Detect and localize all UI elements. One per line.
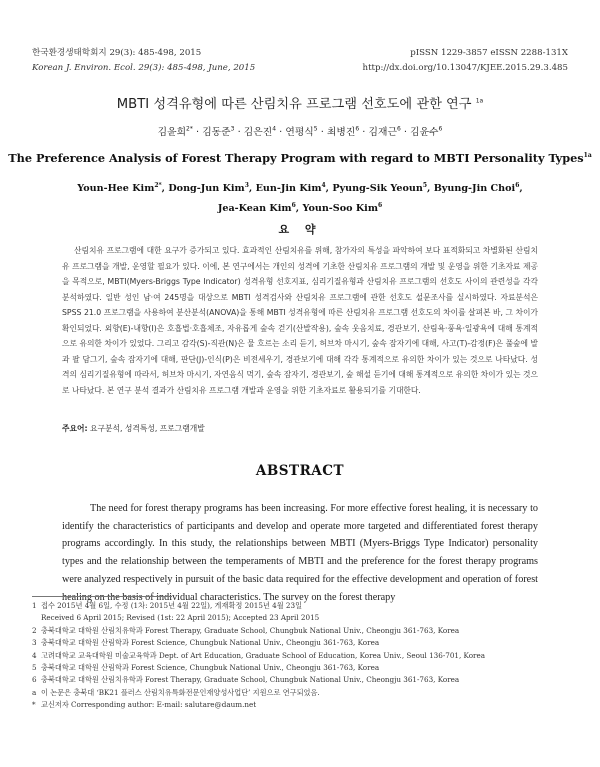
- author-affiliation-mark: 2*: [154, 181, 162, 189]
- author-affiliation-mark: 6: [515, 181, 520, 189]
- en-author: [256, 183, 326, 194]
- author-name: 김은진: [243, 127, 273, 138]
- footnote-line: [32, 625, 572, 637]
- footnote-mark: 5: [32, 663, 37, 673]
- footnote-mark: *: [32, 700, 36, 710]
- author-name: Youn-Hee Kim: [77, 183, 155, 194]
- authors-korean: 김윤희$^{2*}$ · 김동준$^3$ · 김은진$^4$ · 연평식$^5$ · 최병진$^6$ · 김재근$^6$ · 김윤수$^6$: [157, 125, 443, 138]
- ko-author: [369, 127, 401, 138]
- author-affiliation-mark: 3: [244, 181, 249, 189]
- footnote-mark: a: [32, 687, 37, 697]
- author-affiliation-mark: 3: [230, 125, 235, 133]
- author-name: 김윤수: [410, 127, 439, 138]
- author-affiliation-mark: 6: [377, 201, 383, 209]
- footnote-line: [32, 662, 572, 674]
- author-affiliation-mark: 5: [313, 125, 318, 133]
- footnote-text: 충북대학교 대학원 산림치유학과 Forest Therapy, Graduate School, Chungbuk National Univ., Cheongju 361-763, Korea: [41, 625, 460, 635]
- abstract-heading: ABSTRACT: [255, 463, 345, 479]
- author-affiliation-mark: 5: [422, 181, 428, 189]
- footnote-mark: 2: [32, 625, 37, 635]
- doi-link[interactable]: http://dx.doi.org/10.13047/KJEE.2015.29.3.485: [362, 63, 568, 73]
- journal-name-ko: 한국환경생태학회지 29(3): 485-498, 2015: [32, 48, 202, 58]
- footnote-line: [32, 687, 572, 699]
- author-affiliation-mark: 6: [396, 125, 401, 133]
- footnote-text: 교신저자 Corresponding author: E-mail: salutare@daum.net: [41, 700, 257, 710]
- title-english-sup: 1a: [583, 152, 592, 160]
- author-name: Pyung-Sik Yeoun: [332, 183, 423, 194]
- author-name: 김동준: [202, 127, 231, 138]
- author-name: 최병진: [326, 127, 356, 138]
- footnote-text: 충북대학교 대학원 산림학과 Forest Science, Chungbuk National Univ., Cheongju 361-763, Korea: [41, 638, 380, 648]
- author-name: 김윤희: [157, 127, 187, 138]
- en-author: [218, 203, 296, 214]
- issn-text: pISSN 1229-3857 eISSN 2288-131X: [410, 48, 568, 58]
- footnote-divider: [32, 596, 172, 597]
- author-name: Byung-Jin Choi: [433, 183, 516, 194]
- footnote-mark: 4: [32, 650, 37, 660]
- footnote-line: [32, 650, 572, 662]
- footnote-line: [32, 612, 572, 624]
- title-korean-text: MBTI 성격유형에 따른 산림치유 프로그램 선호도에 관한 연구: [116, 97, 472, 112]
- authors-english: Youn-Hee Kim$^{2*}$, Dong-Jun Kim$^3$, Eun-Jin Kim$^4$, Pyung-Sik Yeoun$^5$, Byung-Jin Choi$^6$, Jea-Kean Kim$^6$, Youn-Soo Kim$^6$: [77, 181, 523, 214]
- author-name: Jea-Kean Kim: [217, 203, 292, 214]
- en-author: [434, 183, 520, 194]
- author-affiliation-mark: 4: [272, 125, 277, 133]
- title-english: [0, 151, 600, 165]
- footnote-line: [32, 637, 572, 649]
- footnote-mark: 6: [32, 675, 37, 685]
- issn-header: [363, 46, 568, 76]
- title-english-text: The Preference Analysis of Forest Therapy Program with regard to MBTI Personality Types: [8, 151, 584, 165]
- ko-author: [327, 127, 359, 138]
- author-affiliation-mark: 6: [291, 201, 296, 209]
- ko-author: [410, 127, 442, 138]
- footnotes: [32, 600, 572, 712]
- en-author: [302, 203, 382, 214]
- keywords: [62, 423, 205, 434]
- footnote-mark: 3: [32, 638, 37, 648]
- yoyak-body: 산림치유 프로그램에 대한 요구가 증가되고 있다. 효과적인 산림치유를 위해, 참가자의 특성을 파악하여 보다 표적화되고 차별화된 산림치유 프로그램을 개발, 운영할 필요가 있다. 이에, 본 연구에서는 개인의 성격에 기초한 산림치유 프로그램의 개발 및 운영을 위한 기초자료 제공을 목적으로, MBTI(Myers-Briggs Type Indicator) 성격유형 선호지표, 심리기질유형과 산림치유 프로그램의 선호도 사이의 관련성을 각각 분석하였다. 일반 성인 남·여 245명을 대상으로 MBTI 성격검사와 산림치유 프로그램에 관한 선호도 설문조사를 실시하였다. 자료분석은 SPSS 21.0 프로그램을 사용하여 분산분석(ANOVA)을 통해 MBTI 성격유형에 따른 산림치유 프로그램 선호도의 차이를 살펴본 바, 그 차이가 확인되었다. 외향(E)-내향(I)은 호흡법·호흡체조, 자유롭게 숲속 걷기(산발작용), 숲속 웃음치료, 경관보기, 산림욕·풍욕·일광욕에 대해 통계적으로 유의한 차이가 있었다. 그리고 감각(S)-직관(N)은 물 흐르는 소리 듣기, 허브차 마시기, 숲속 잠자기에 대해, 사고(T)-감정(F)은 풀숲에 발과 팔 담그기, 숲속 잠자기에 대해, 판단(J)-인식(P)은 비전세우기, 경관보기에 대해 각각 통계적으로 유의한 차이가 있는 것으로 나타났다. 성격의 심리기질유형에 따라서, 허브차 마시기, 자연음식 먹기, 숲속 잠자기, 경관보기, 숲 해설 듣기에 대해 통계적으로 유의한 차이가 있는 것으로 나타났다. 본 연구 분석 결과가 산림치유 프로그램 개발과 운영을 위한 기초자료로 활용되기를 기대한다.: [62, 246, 538, 395]
- en-author: [332, 183, 427, 194]
- footnote-text: 충북대학교 대학원 산림학과 Forest Science, Chungbuk National Univ., Cheongju 361-763, Korea: [41, 663, 380, 673]
- keywords-label: 주요어:: [62, 424, 88, 433]
- author-affiliation-mark: 2*: [186, 125, 193, 133]
- en-author: [77, 183, 161, 194]
- keywords-text: 요구분석, 성격특성, 프로그램개발: [90, 424, 205, 433]
- ko-author: [202, 127, 234, 138]
- author-name: 연평식: [285, 127, 314, 138]
- author-affiliation-mark: 6: [438, 125, 443, 133]
- en-author: [168, 183, 249, 194]
- ko-author: [158, 127, 193, 138]
- yoyak-heading: 요 약: [278, 223, 322, 236]
- footnote-line: [32, 674, 572, 686]
- footnote-line: [32, 600, 572, 612]
- title-korean-sup: 1a: [475, 97, 484, 105]
- author-name: Eun-Jin Kim: [255, 183, 322, 194]
- footnote-text: 이 논문은 충북대 ‘BK21 플러스 산림치유특화전문인재양성사업단’ 지원으로 연구되었음.: [41, 687, 320, 697]
- author-affiliation-mark: 4: [321, 181, 326, 189]
- footnote-text: 충북대학교 대학원 산림치유학과 Forest Therapy, Graduate School, Chungbuk National Univ., Cheongju 361-763, Korea: [41, 675, 460, 685]
- footnote-line: [32, 699, 572, 711]
- footnote-mark: 1: [32, 601, 37, 610]
- author-affiliation-mark: 6: [355, 125, 360, 133]
- footnote-text: Received 6 April 2015; Revised (1st: 22 April 2015); Accepted 23 April 2015: [41, 613, 320, 623]
- footnote-text: 고려대학교 교육대학원 미술교육학과 Dept. of Art Education, Graduate School of Education, Korea Univ., Seoul 136-701, Korea: [41, 650, 486, 660]
- footnote-text: 접수 2015년 4월 6일, 수정 (1차: 2015년 4월 22일), 게재확정 2015년 4월 23일: [41, 601, 303, 610]
- journal-name-en: Korean J. Environ. Ecol. 29(3): 485-498, June, 2015: [32, 63, 256, 73]
- author-name: Youn-Soo Kim: [302, 203, 378, 214]
- author-name: 김재근: [368, 127, 397, 138]
- title-korean: [0, 93, 600, 112]
- author-name: Dong-Jun Kim: [168, 183, 245, 194]
- ko-author: [285, 127, 317, 138]
- journal-header: [32, 46, 255, 76]
- ko-author: [244, 127, 276, 138]
- abstract-body: The need for forest therapy programs has been increasing. For more effective forest healing, it is necessary to identify the characteristics of participants and develop and operate more targeted and differentiated forest therapy programs accordingly. In this study, the relationships between MBTI (Myers-Briggs Type Indicator) personality types and the relationship between the temperaments of MBTI and the preference for the forest therapy programs were analyzed respectively in pursuit of the basic data required for the effective development and operation of forest healing on the basis of individual characteristics. The survey on the forest therapy: [62, 503, 538, 603]
